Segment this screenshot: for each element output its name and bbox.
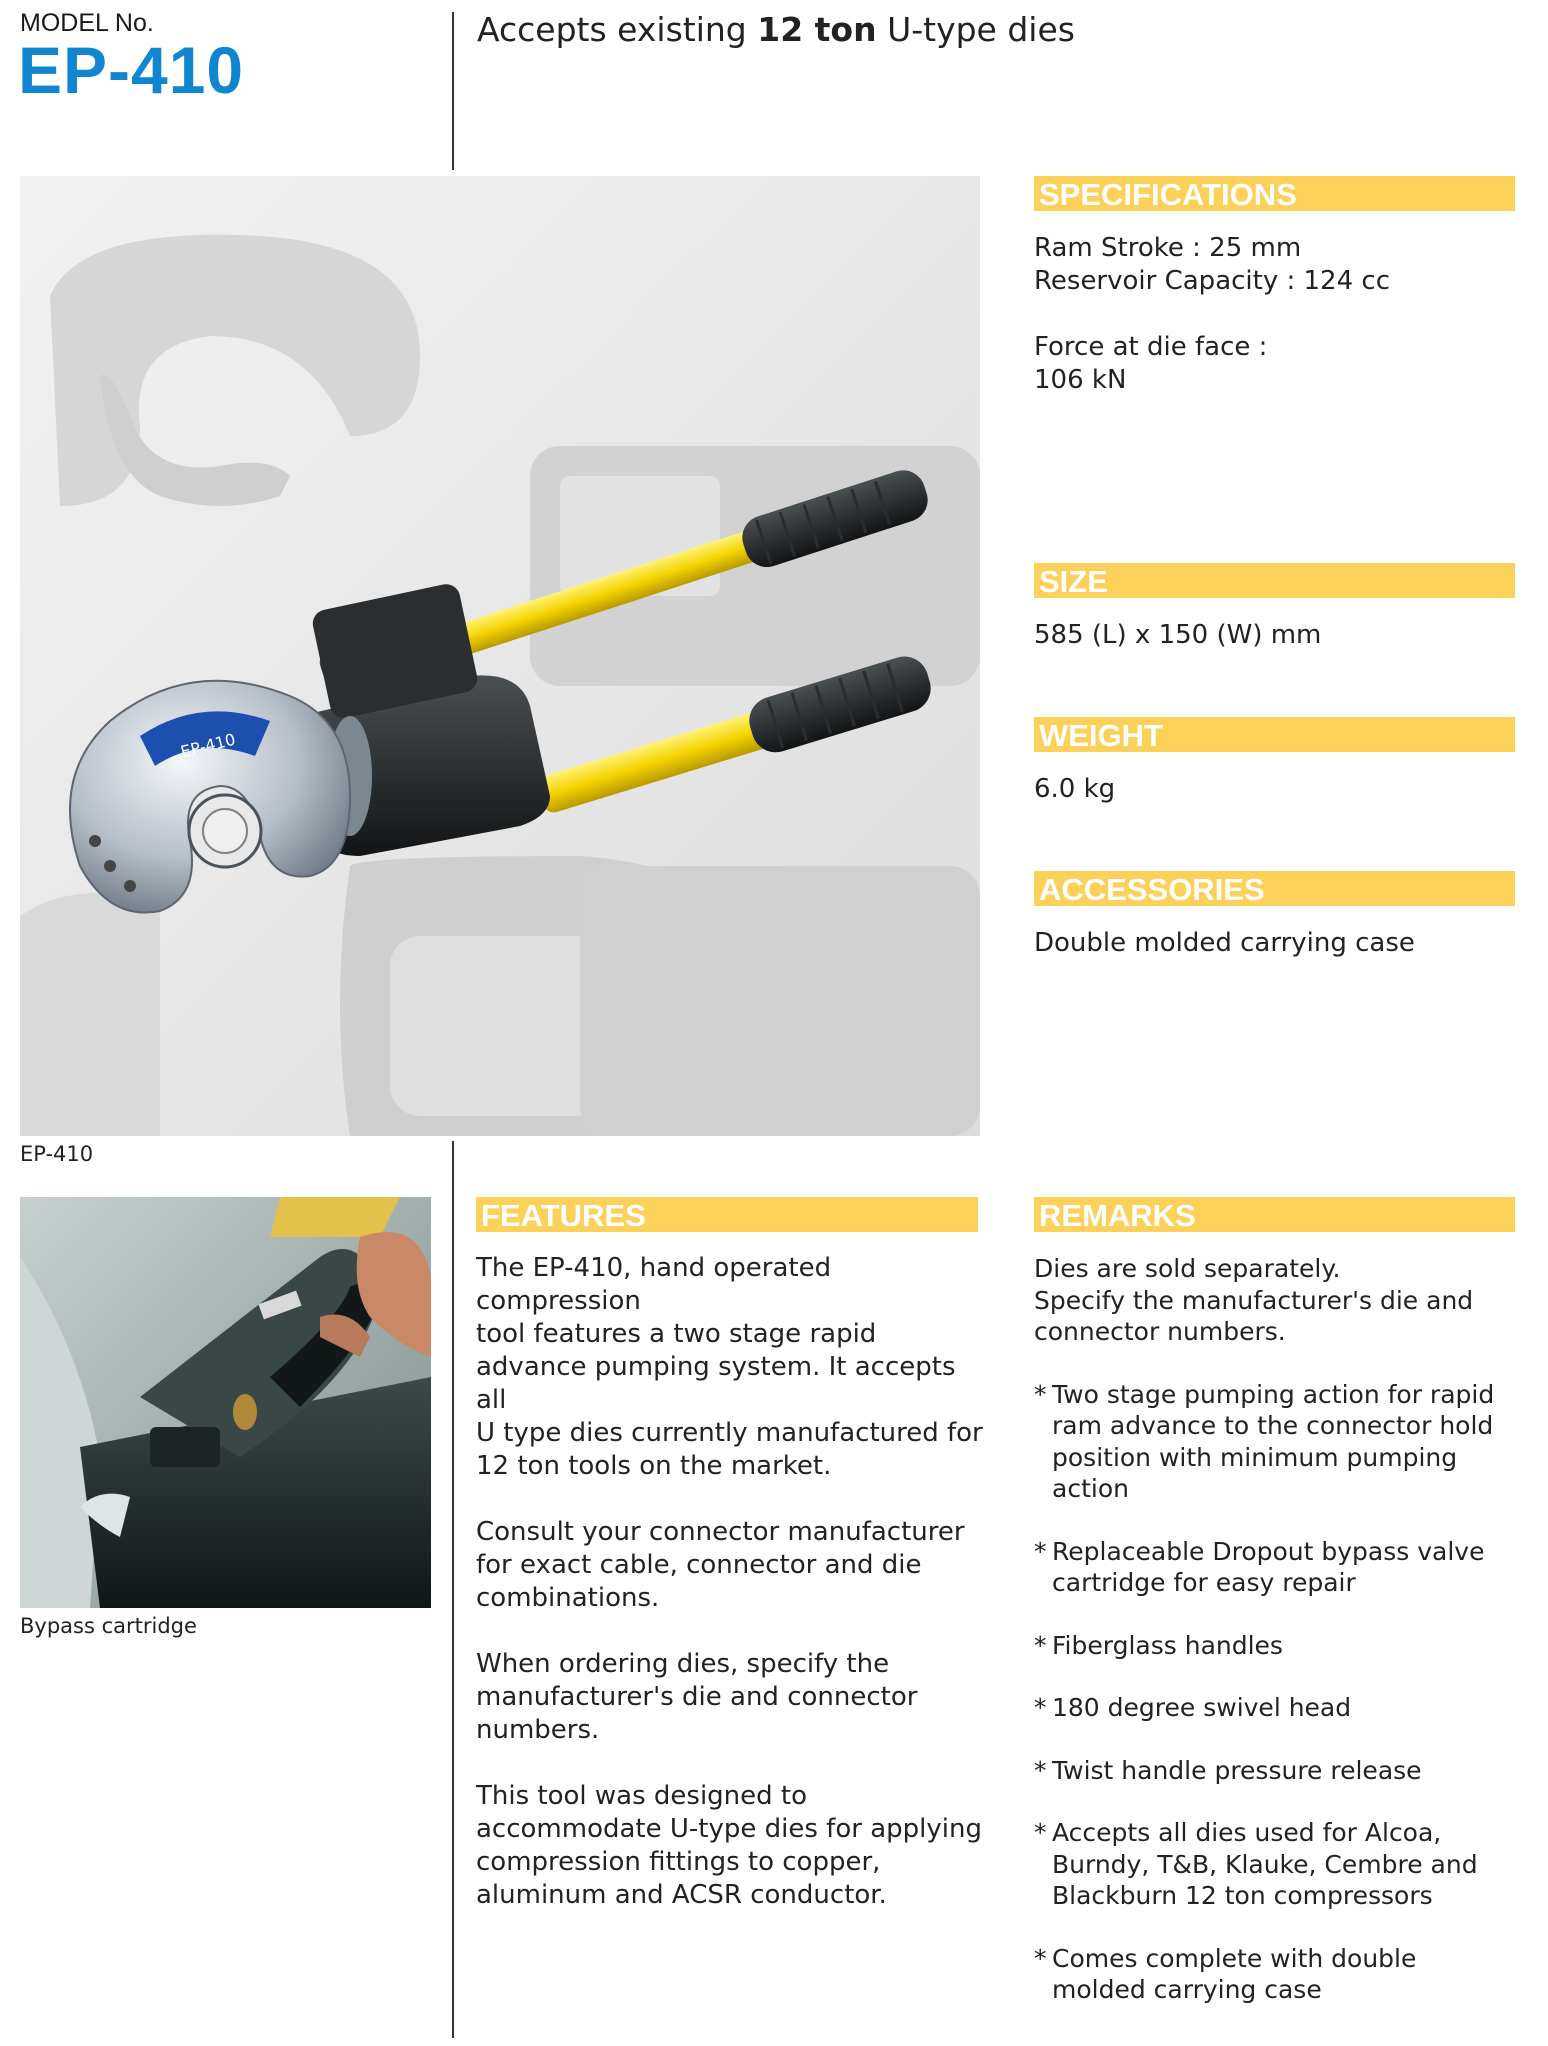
model-label: MODEL No. bbox=[20, 9, 154, 37]
weight-heading: WEIGHT bbox=[1034, 717, 1515, 752]
remark-item: * Accepts all dies used for Alcoa, Burndy, T&B, Klauke, Cembre and Blackburn 12 ton compressors bbox=[1034, 1818, 1478, 1910]
remark-item: * Comes complete with double molded carrying case bbox=[1034, 1943, 1417, 2004]
features-paragraph: When ordering dies, specify the manufacturer's die and connector numbers. bbox=[476, 1649, 918, 1745]
tool-badge-label: EP-410 bbox=[178, 729, 238, 762]
remark-item: * Fiberglass handles bbox=[1034, 1630, 1283, 1660]
features-paragraph: The EP-410, hand operated compression tool features a two stage rapid advance pumping system. It accepts all U type dies currently manufactured for 12 ton tools on the market. bbox=[476, 1253, 983, 1481]
features-text bbox=[476, 1252, 986, 1912]
features-paragraph: Consult your connector manufacturer for exact cable, connector and die combinations. bbox=[476, 1517, 965, 1613]
remark-item: * 180 degree swivel head bbox=[1034, 1693, 1352, 1722]
main-photo-caption: EP-410 bbox=[20, 1142, 94, 1166]
bypass-cartridge-photo bbox=[20, 1197, 431, 1608]
remarks-intro: Dies are sold separately. Specify the manufacturer's die and connector numbers. bbox=[1034, 1254, 1474, 1346]
bypass-cartridge-illustration bbox=[20, 1197, 431, 1608]
accessories-heading: ACCESSORIES bbox=[1034, 871, 1515, 906]
specifications-heading: SPECIFICATIONS bbox=[1034, 176, 1515, 211]
remark-item: * Two stage pumping action for rapid ram advance to the connector hold position with minimum pumping action bbox=[1034, 1379, 1495, 1503]
weight-value: 6.0 kg bbox=[1034, 774, 1116, 804]
features-paragraph: This tool was designed to accommodate U-type dies for applying compression fittings to copper, aluminum and ACSR conductor. bbox=[476, 1781, 982, 1910]
spec-line: Reservoir Capacity : 124 cc bbox=[1034, 266, 1390, 296]
lower-divider bbox=[452, 1141, 454, 2038]
remarks-text bbox=[1034, 1253, 1534, 2006]
accessories-value: Double molded carrying case bbox=[1034, 928, 1415, 958]
spec-line: 106 kN bbox=[1034, 365, 1127, 395]
remark-item: * Twist handle pressure release bbox=[1034, 1755, 1422, 1785]
crimping-tool-illustration bbox=[20, 176, 980, 1136]
header-divider bbox=[452, 12, 454, 170]
spec-spacer bbox=[1034, 298, 1515, 331]
features-heading: FEATURES bbox=[476, 1197, 978, 1232]
model-number: EP-410 bbox=[18, 33, 245, 107]
spec-line: Ram Stroke : 25 mm bbox=[1034, 233, 1302, 263]
remark-item: * Replaceable Dropout bypass valve cartridge for easy repair bbox=[1034, 1536, 1485, 1597]
tagline: Accepts existing 12 ton U-type dies bbox=[477, 10, 1075, 49]
specifications-list bbox=[1034, 232, 1515, 397]
size-value: 585 (L) x 150 (W) mm bbox=[1034, 620, 1322, 650]
product-photo bbox=[20, 176, 980, 1136]
remarks-heading: REMARKS bbox=[1034, 1197, 1515, 1232]
spec-line: Force at die face : bbox=[1034, 332, 1268, 362]
small-photo-caption: Bypass cartridge bbox=[20, 1614, 197, 1638]
size-heading: SIZE bbox=[1034, 563, 1515, 598]
